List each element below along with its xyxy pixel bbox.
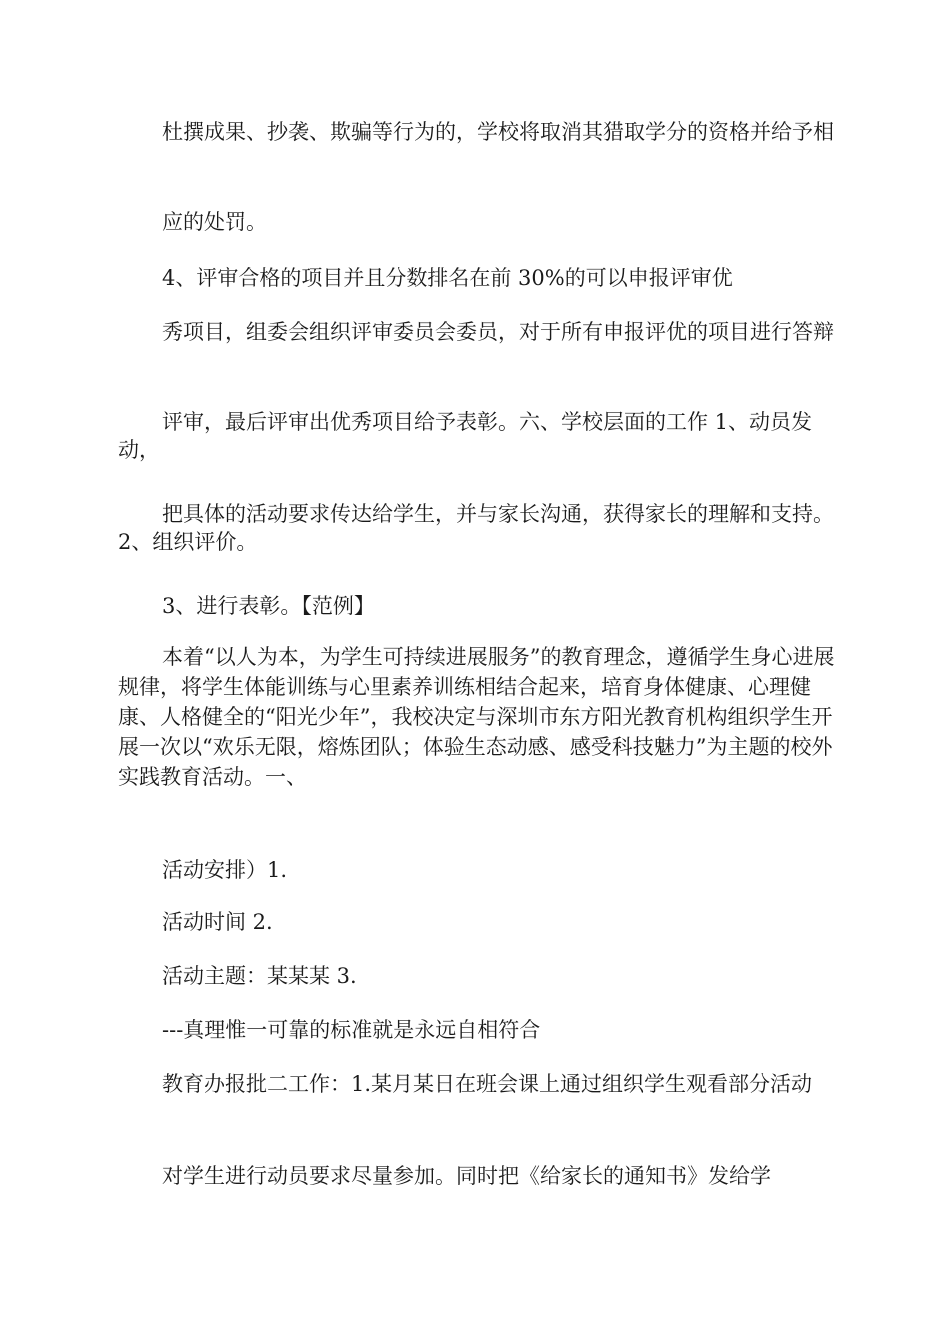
paragraph-7: 3、进行表彰。【范例】 [162,594,375,618]
paragraph-1: 杜撰成果、抄袭、欺骗等行为的，学校将取消其猎取学分的资格并给予相 [162,120,834,144]
paragraph-8: 本着“以人为本，为学生可持续进展服务”的教育理念，遵循学生身心进展规律，将学生体能训练与心里素养训练相结合起来，培育身体健康、心理健康、人格健全的“阳光少年”，我校决定与深圳市东方阳光教育机构组织学生开展一次以“欢乐无限，熔炼团队；体验生态动感、感受科技魅力”为主题的校外实践教育活动。一、 [118,645,835,789]
paragraph-10: 活动时间 2. [162,910,273,934]
paragraph-3: 4、评审合格的项目并且分数排名在前 30%的可以申报评审优 [162,266,733,290]
paragraph-6: 把具体的活动要求传达给学生，并与家长沟通，获得家长的理解和支持。2、组织评价。 [118,502,834,554]
paragraph-12: ---真理惟一可靠的标准就是永远自相符合 [162,1018,541,1042]
paragraph-2: 应的处罚。 [162,210,267,234]
paragraph-11: 活动主题：某某某 3. [162,964,357,988]
paragraph-13: 教育办报批二工作：1.某月某日在班会课上通过组织学生观看部分活动 [162,1072,813,1096]
paragraph-5: 评审，最后评审出优秀项目给予表彰。六、学校层面的工作 1、动员发动， [118,410,813,462]
paragraph-4: 秀项目，组委会组织评审委员会委员，对于所有申报评优的项目进行答辩 [162,320,834,344]
paragraph-9: 活动安排）1. [162,858,288,882]
paragraph-14: 对学生进行动员要求尽量参加。同时把《给家长的通知书》发给学 [162,1164,771,1188]
